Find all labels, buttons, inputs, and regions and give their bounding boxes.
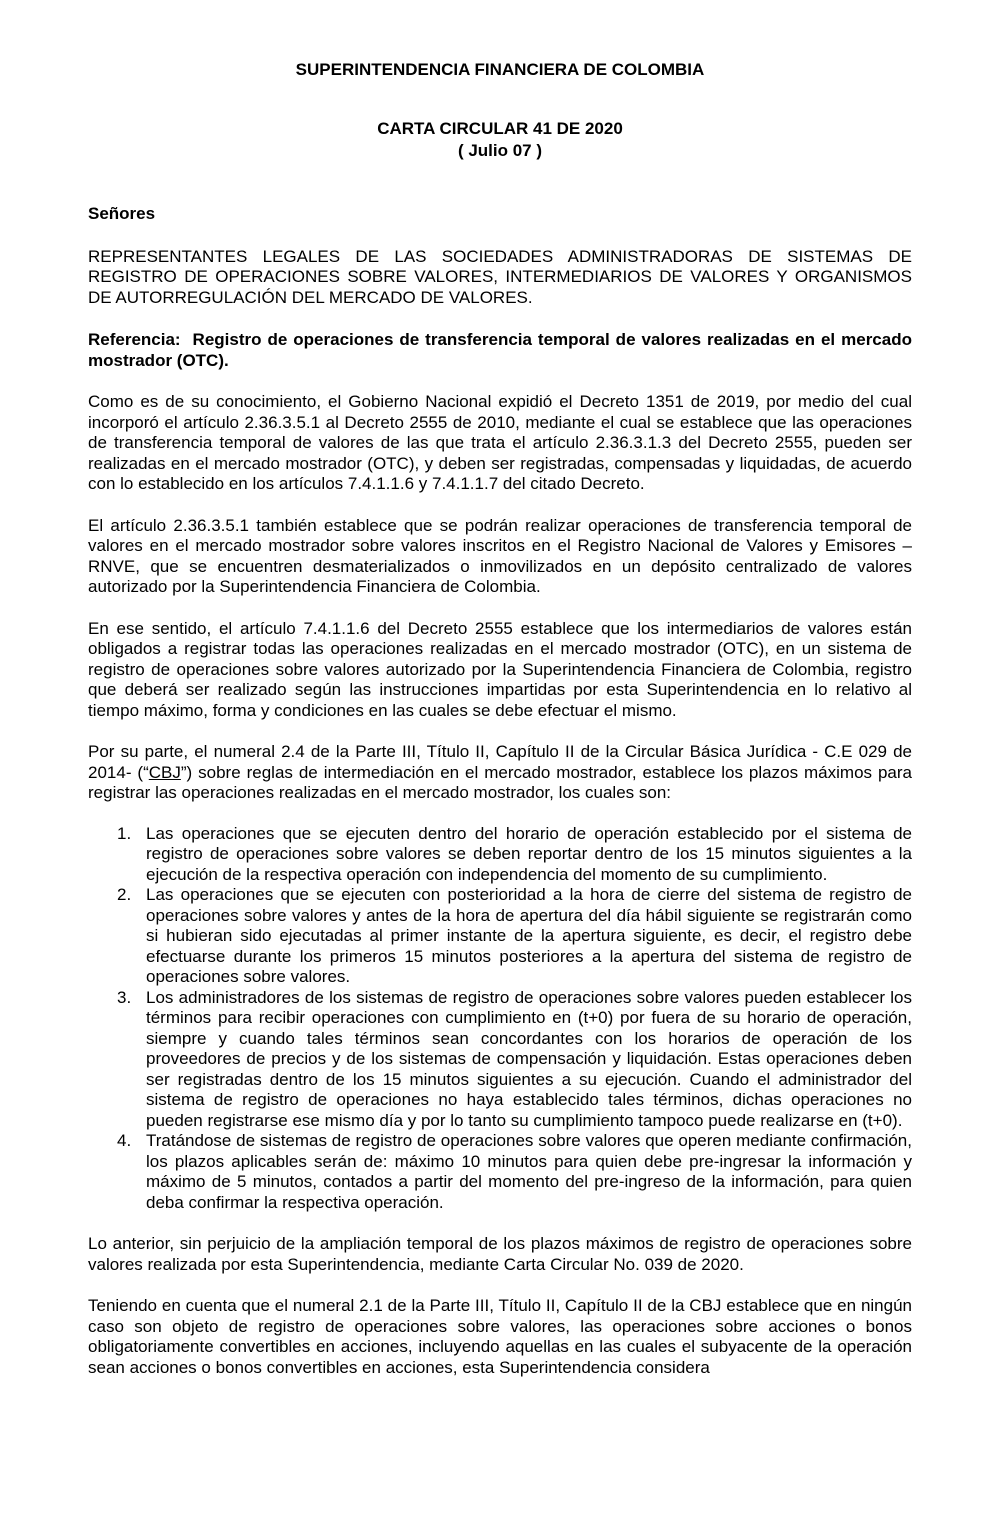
paragraph-cbj [88,742,912,804]
recipients: REPRESENTANTES LEGALES DE LAS SOCIEDADES ADMINISTRADORAS DE SISTEMAS DE REGISTRO DE OPERACIONES SOBRE VALORES, INTERMEDIARIOS DE VALORES Y ORGANISMOS DE AUTORREGULACIÓN DEL MERCADO DE VALORES. [88,246,912,307]
list-item-text: Las operaciones que se ejecuten dentro del horario de operación establecido por el sistema de registro de operaciones sobre valores se deben reportar dentro de los 15 minutos siguientes a la ejecución de la respectiva operación con independencia del momento de su cumplimiento. [146,823,912,884]
circular-heading [88,118,912,162]
list-item-number: 2. [117,885,132,904]
reference-label: Referencia: [88,330,181,349]
organization-header: SUPERINTENDENCIA FINANCIERA DE COLOMBIA [295,60,705,79]
cbj-link[interactable]: CBJ [148,762,181,782]
paragraph-decree-1351: Como es de su conocimiento, el Gobierno Nacional expidió el Decreto 1351 de 2019, por medio del cual incorporó el artículo 2.36.3.5.1 al Decreto 2555 de 2010, mediante el cual se establece que las operaciones de transferencia temporal de valores de las que trata el artículo 2.36.3.1.3 del Decreto 2555, pueden ser realizadas en el mercado mostrador (OTC), y deben ser registradas, compensadas y liquidadas, de acuerdo con lo establecido en los artículos 7.4.1.1.6 y 7.4.1.1.7 del citado Decreto. [88,392,912,493]
deadlines-list [88,824,912,1214]
list-item-text: Tratándose de sistemas de registro de operaciones sobre valores que operen mediante confirmación, los plazos aplicables serán de: máximo 10 minutos para quien debe pre-ingresar la información y máximo de 5 minutos, contados a partir del momento del pre-ingreso de la información, para quien deba confirmar la respectiva operación. [146,1131,912,1212]
paragraph-article-7-4-1-1-6: En ese sentido, el artículo 7.4.1.1.6 del Decreto 2555 establece que los intermediarios de valores están obligados a registrar todas las operaciones realizadas en el mercado mostrador (OTC), en un sistema de registro de operaciones sobre valores autorizado por la Superintendencia Financiera de Colombia, registro que deberá ser realizado según las instrucciones impartidas por esta Superintendencia en lo relativo al tiempo máximo, forma y condiciones en las cuales se debe efectuar el mismo. [88,618,912,720]
circular-date: ( Julio 07 ) [457,141,543,160]
list-item [117,823,912,886]
paragraph-carta-circular-039: Lo anterior, sin perjuicio de la ampliación temporal de los plazos máximos de registro de operaciones sobre valores realizada por esta Superintendencia, mediante Carta Circular No. 039 de 2020. [88,1234,912,1274]
circular-title: CARTA CIRCULAR 41 DE 2020 [377,119,623,138]
list-item-text: Las operaciones que se ejecuten con posterioridad a la hora de cierre del sistema de registro de operaciones sobre valores y antes de la hora de apertura del día hábil siguiente se registrarán como si hubieran sido ejecutadas al primer instante de la apertura siguiente, es decir, el registro debe efectuarse durante los primeros 15 minutos posteriores a la apertura del sistema de registro de operaciones sobre valores. [146,885,912,986]
paragraph-article-2-36-3-5-1: El artículo 2.36.3.5.1 también establece que se podrán realizar operaciones de transferencia temporal de valores en el mercado mostrador sobre valores inscritos en el Registro Nacional de Valores y Emisores – RNVE, que se encuentren desmaterializados o inmovilizados en un depósito centralizado de valores autorizado por la Superintendencia Financiera de Colombia. [88,515,912,596]
paragraph-numeral-2-1: Teniendo en cuenta que el numeral 2.1 de la Parte III, Título II, Capítulo II de la CBJ establece que en ningún caso son objeto de registro de operaciones sobre valores, las operaciones sobre acciones o bonos obligatoriamente convertibles en acciones, incluyendo aquellas en las cuales el subyacente de la operación sean acciones o bonos convertibles en acciones, esta Superintendencia considera [88,1296,912,1377]
list-item-text: Los administradores de los sistemas de registro de operaciones sobre valores pueden establecer los términos para recibir operaciones con cumplimiento en (t+0) por fuera de su horario de operación, siempre y cuando tales términos sean concordantes con los horarios de operación de los proveedores de precios y de los sistemas de compensación y liquidación. Estas operaciones deben ser registradas dentro de los 15 minutos siguientes a su ejecución. Cuando el administrador del sistema de registro de operaciones no haya establecido tales términos, dichas operaciones no pueden registrarse ese mismo día y por lo tanto su cumplimiento tampoco puede realizarse en (t+0). [146,987,912,1130]
cbj-paragraph-after: ”) sobre reglas de intermediación en el mercado mostrador, establece los plazos máximos para registrar las operaciones realizadas en el mercado mostrador, los cuales son: [88,762,912,802]
cbj-paragraph-before: Por su parte, el numeral 2.4 de la Parte III, Título II, Capítulo II de la Circular Básica Jurídica - C.E 029 de 2014- (“ [88,742,912,782]
list-item-number: 1. [117,823,132,843]
reference-text: Registro de operaciones de transferencia temporal de valores realizadas en el mercado mostrador (OTC). [88,330,912,370]
reference [88,330,912,371]
greeting: Señores [88,204,156,223]
list-item [117,885,912,988]
list-item-number: 4. [117,1131,132,1150]
list-item [117,987,912,1132]
list-item-number: 3. [117,987,132,1007]
list-item [117,1131,912,1213]
